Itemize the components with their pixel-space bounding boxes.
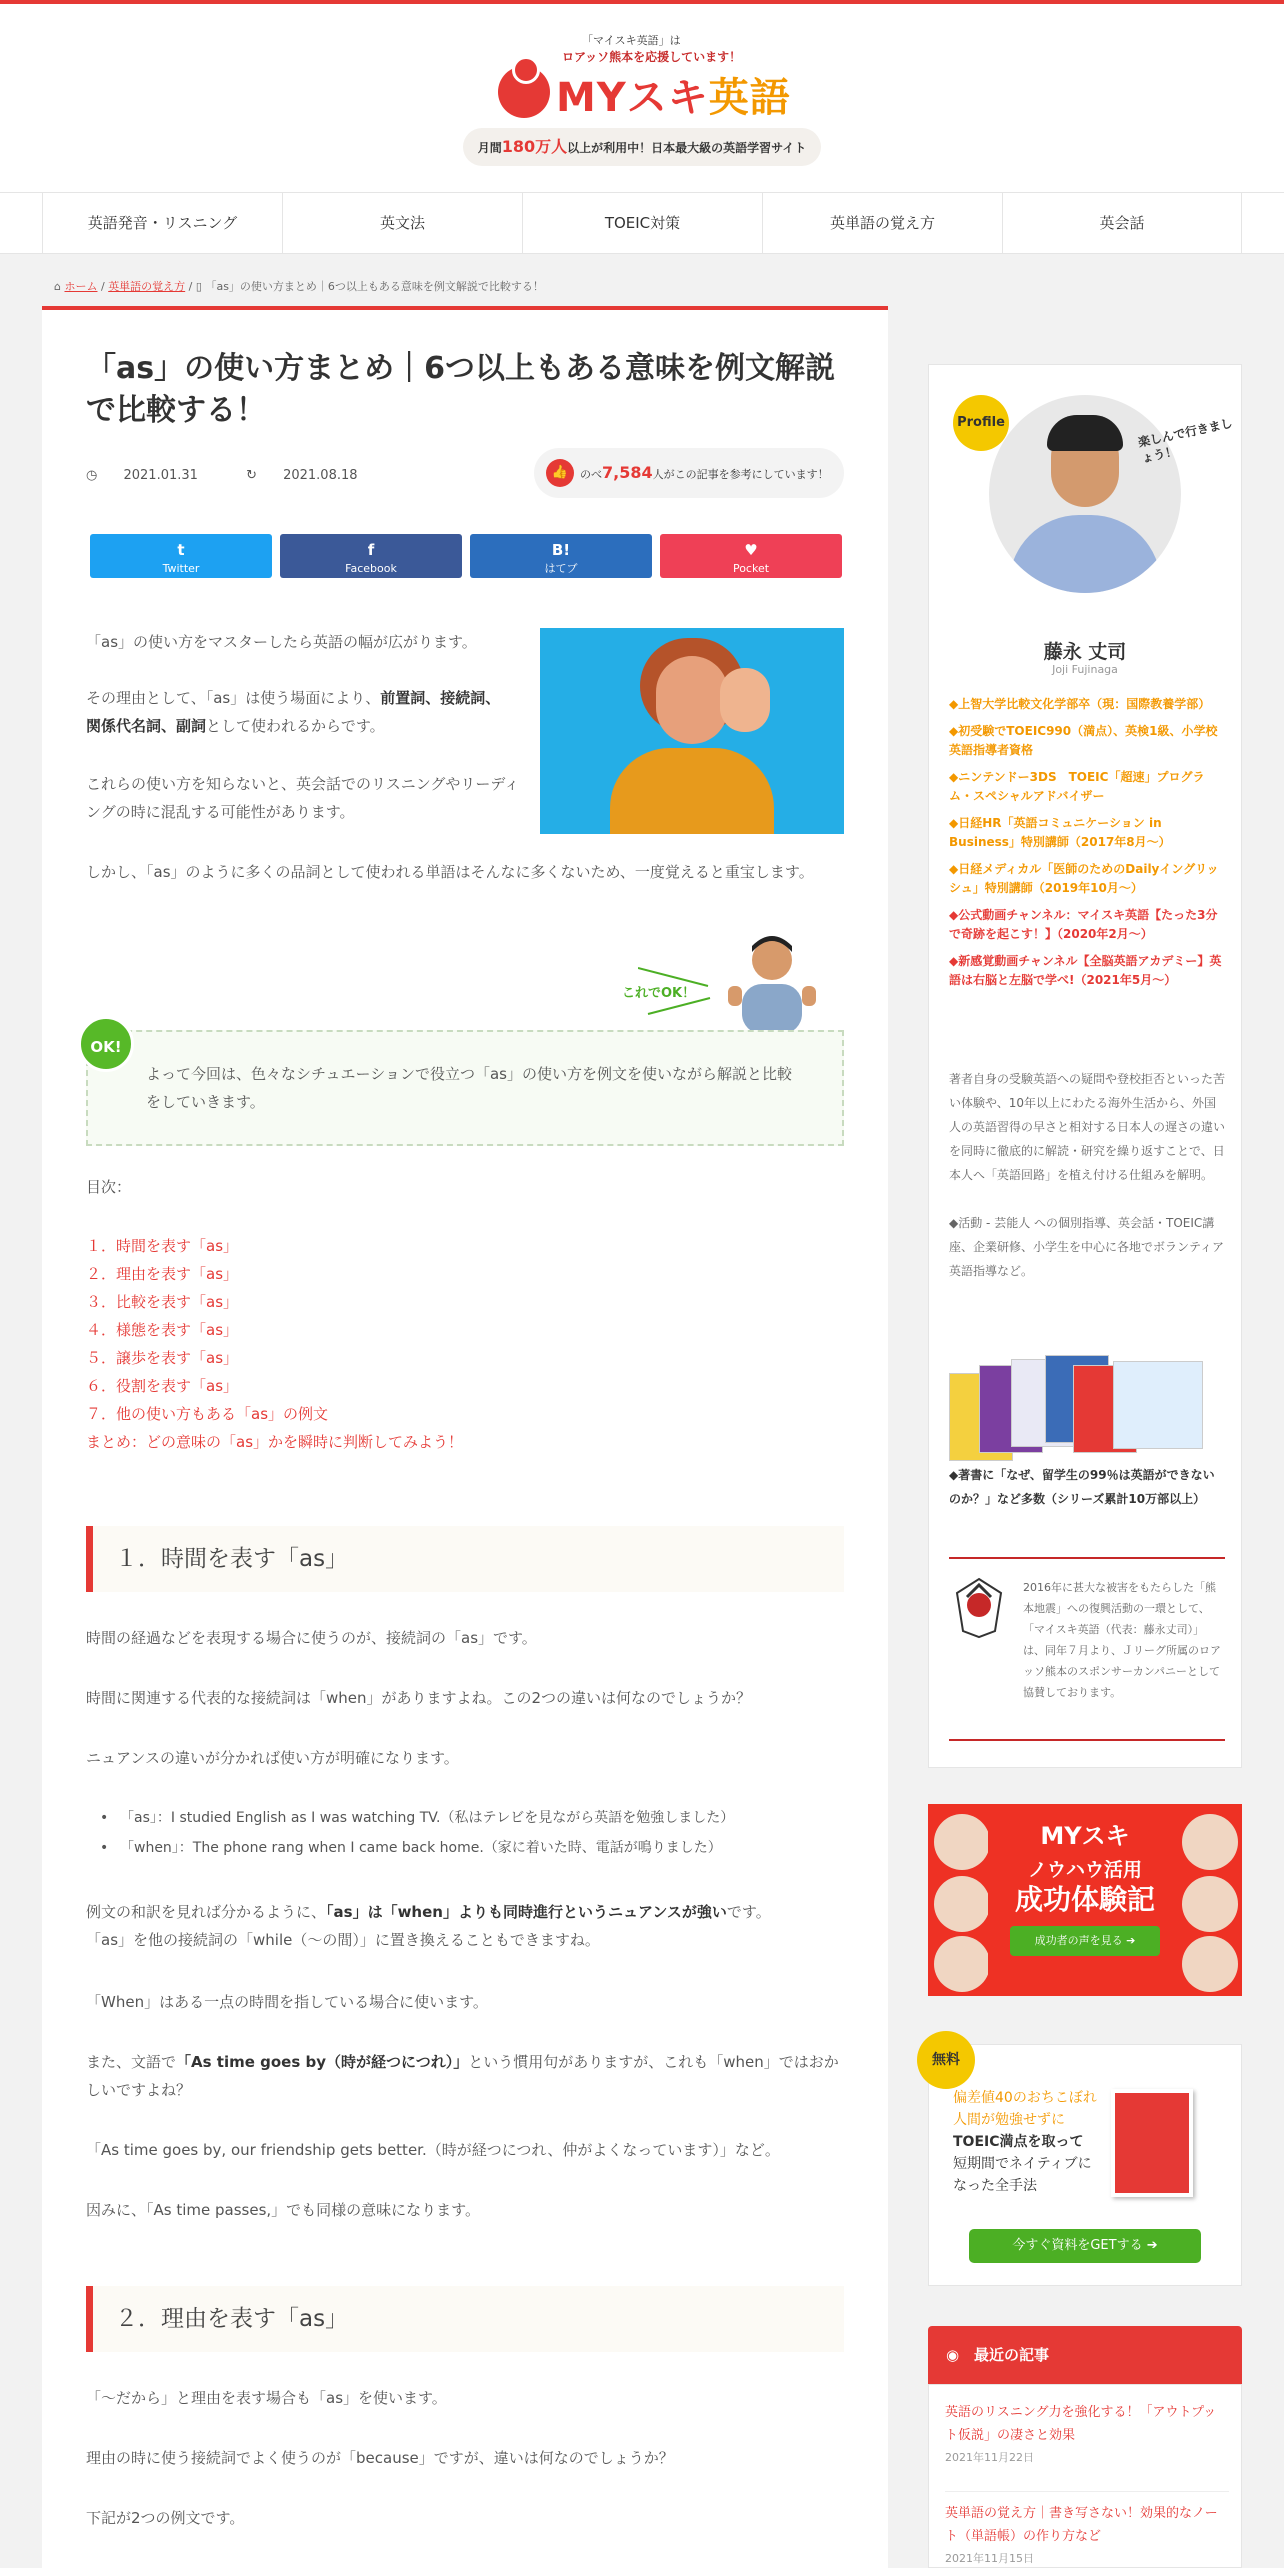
- intro-paragraph-4: しかし、「as」のように多くの品詞として使われる単語はそんなに多くないため、一度覚えると重宝します。: [86, 863, 814, 881]
- twitter-icon: t: [177, 541, 185, 559]
- s1-4b: 「as」は「when」よりも同時進行というニュアンスが強い: [326, 1903, 727, 1921]
- share-twitter-label: Twitter: [162, 562, 200, 575]
- divider: [949, 1739, 1225, 1741]
- book-cover: [1113, 1361, 1203, 1449]
- toc-label: 目次：: [86, 1178, 132, 1196]
- s1-paragraph-8: 因みに、「As time passes,」でも同様の意味になります。: [86, 2201, 480, 2219]
- intro-paragraph-1: 「as」の使い方をマスターしたら英語の幅が広がります。: [86, 633, 477, 651]
- divider: [949, 1557, 1225, 1559]
- list-item[interactable]: [945, 2491, 1229, 2566]
- logo-wordmark-ja: 英語: [708, 75, 791, 121]
- intro-2c: として使われるからです。: [206, 717, 385, 735]
- nav-item-grammar[interactable]: 英文法: [282, 193, 522, 253]
- free-document-image: [1111, 2089, 1193, 2197]
- banner-button[interactable]: 成功者の声を見る ➔: [1010, 1926, 1160, 1956]
- profile-photo: [989, 395, 1181, 593]
- toc-item[interactable]: ７．他の使い方もある「as」の例文: [86, 1405, 329, 1423]
- recent-post-title[interactable]: 英語のリスニング力を強化する！「アウトプット仮説」の凄さと効果: [945, 2405, 1217, 2443]
- s1-paragraph-3: ニュアンスの違いが分かれば使い方が明確になります。: [86, 1749, 459, 1767]
- reader-count-pre: のべ: [580, 468, 602, 481]
- profile-description-2: ◆活動 - 芸能人 への個別指導、英会話・TOEIC講座、企業研修、小学生を中心に各地でボランティア英語指導など。: [949, 1216, 1225, 1278]
- published-date: [86, 468, 220, 483]
- tagline-user-count: 180万人: [501, 137, 568, 156]
- banner-center: [988, 1804, 1182, 1996]
- breadcrumb-home[interactable]: ホーム: [64, 280, 98, 293]
- logo-wordmark-en: MYスキ: [556, 75, 709, 121]
- recent-posts-header: [928, 2326, 1242, 2384]
- hero-sweater: [610, 748, 774, 834]
- toc-item[interactable]: まとめ：どの意味の「as」かを瞬時に判断してみよう！: [86, 1433, 464, 1451]
- updated-date: [246, 468, 379, 483]
- profile-card: [928, 364, 1242, 1768]
- banner-person-photo: [934, 1814, 990, 1870]
- recent-post-date: 2021年11月22日: [945, 2451, 1034, 2464]
- credential-item[interactable]: ◆新感覚動画チャンネル【全脳英語アカデミー】英語は右脳と左脳で学べ!（2021年5月～）: [949, 954, 1222, 987]
- book-caption: ◆著書に「なぜ、留学生の99％は英語ができないのか？」など多数（シリーズ累計10万部以上）: [949, 1468, 1215, 1506]
- breadcrumb-category[interactable]: 英単語の覚え方: [108, 280, 186, 293]
- ok-callout-box: [86, 1030, 844, 1146]
- list-item: • 「as」：I studied English as I was watching TV.（私はテレビを見ながら英語を勉強しました）: [120, 1804, 734, 1832]
- s2-paragraph-3: 下記が2つの例文です。: [86, 2509, 245, 2527]
- banner-person-photo: [934, 1936, 990, 1992]
- toc-item[interactable]: ５．譲歩を表す「as」: [86, 1349, 239, 1367]
- hero-image: [540, 628, 844, 834]
- credential-item: ◆日経メディカル「医師のためのDailyイングリッシュ」特別講師（2019年10月～）: [949, 862, 1219, 895]
- table-of-contents: [86, 1232, 463, 1456]
- free-text-3: 短期間でネイティブになった全手法: [953, 2156, 1092, 2194]
- toc-item[interactable]: １．時間を表す「as」: [86, 1237, 239, 1255]
- s1-6b: 「As time goes by（時が経つにつれ）」: [176, 2053, 469, 2071]
- banner-line-1: ノウハウ活用: [1027, 1859, 1142, 1881]
- profile-credentials: [949, 695, 1225, 998]
- reader-count-post: 人がこの記事を参考にしています！: [652, 468, 829, 481]
- hatena-icon: B!: [551, 541, 571, 559]
- intro-2b: 前置詞、接続詞、関係代名詞、副詞: [86, 689, 501, 735]
- site-header: [0, 4, 1284, 192]
- free-material-box: [928, 2044, 1242, 2286]
- banner-person-photo: [934, 1876, 990, 1932]
- nav-item-pronunciation[interactable]: 英語発音・リスニング: [42, 193, 282, 253]
- credential-item: ◆上智大学比較文化学部卒（現：国際教養学部）: [949, 697, 1211, 711]
- clock-icon: ◷: [86, 468, 102, 483]
- toc-item[interactable]: ６．役割を表す「as」: [86, 1377, 239, 1395]
- free-text-1: 偏差値40のおちこぼれ人間が勉強せずに: [953, 2090, 1097, 2128]
- recent-posts-title: 最近の記事: [974, 2346, 1050, 2364]
- section-heading-2: ２．理由を表す「as」: [86, 2286, 844, 2352]
- free-badge: 無料: [917, 2031, 975, 2089]
- s1-paragraph-7: 「As time goes by, our friendship gets better.（時が経つにつれ、仲がよくなっています）」など。: [86, 2141, 780, 2159]
- s1-4a: 例文の和訳を見れば分かるように、: [86, 1903, 327, 1921]
- ok-badge: OK!: [78, 1016, 134, 1072]
- article-dates: [86, 468, 402, 483]
- profile-description: [949, 1067, 1225, 1283]
- thumbs-up-icon: 👍: [546, 459, 574, 487]
- get-material-button[interactable]: 今すぐ資料をGETする ➔: [969, 2229, 1201, 2263]
- s1-paragraph-2: 時間に関連する代表的な接続詞は「when」がありますよね。この2つの違いは何なのでしょうか？: [86, 1689, 752, 1707]
- s1-paragraph-4: [86, 1898, 844, 1954]
- s2-paragraph-2: 理由の時に使う接続詞でよく使うのが「because」ですが、違いは何なのでしょうか？: [86, 2449, 674, 2467]
- banner-line-2: 成功体験記: [1014, 1883, 1155, 1916]
- recent-post-date: 2021年11月15日: [945, 2552, 1034, 2565]
- s1-4d: 「as」を他の接続詞の「while（～の間）」に置き換えることもできますね。: [86, 1931, 600, 1949]
- credential-item[interactable]: ◆公式動画チャンネル：マイスキ英語【たった3分で奇跡を起こす！】（2020年2月～）: [949, 908, 1218, 941]
- s1-paragraph-1: 時間の経過などを表現する場合に使うのが、接続詞の「as」です。: [86, 1629, 537, 1647]
- hero-hand: [720, 668, 770, 732]
- s1-4c: です。: [726, 1903, 771, 1921]
- share-hatena-label: はてブ: [544, 562, 578, 575]
- article-title: 「as」の使い方まとめ｜6つ以上もある意味を例文解説で比較する！: [86, 351, 835, 428]
- rss-icon: ◉: [946, 2346, 960, 2364]
- credential-item: ◆日経HR「英語コミュニケーション in Business」特別講師（2017年8月～）: [949, 816, 1171, 849]
- refresh-icon: ↻: [246, 468, 262, 483]
- share-facebook-label: Facebook: [345, 562, 397, 575]
- banner-person-photo: [1182, 1876, 1238, 1932]
- hero-face: [656, 656, 728, 744]
- s2-paragraph-1: 「～だから」と理由を表す場合も「as」を使います。: [86, 2389, 447, 2407]
- home-icon: ⌂: [54, 280, 65, 293]
- published-date-value: 2021.01.31: [123, 468, 198, 483]
- kumamoto-support-text: 2016年に甚大な被害をもたらした「熊本地震」への復興活動の一環として、「マイスキ英語（代表：藤永丈司）」は、同年７月より、Ｊリーグ所属のロアッソ熊本のスポンサーカンパニーとして協賛しております。: [1023, 1581, 1221, 1699]
- recent-posts-list: [928, 2384, 1242, 2568]
- list-item[interactable]: [945, 2401, 1229, 2465]
- document-icon: ▯: [195, 280, 206, 293]
- nav-item-conversation[interactable]: 英会話: [1002, 193, 1242, 253]
- intro-2a: その理由として、「as」は使う場面により、: [86, 689, 381, 707]
- profile-hair: [1047, 415, 1123, 451]
- nav-item-vocabulary[interactable]: 英単語の覚え方: [762, 193, 1002, 253]
- reader-count-number: 7,584: [602, 463, 653, 482]
- tagline-post: 以上が利用中！日本最大級の英語学習サイト: [567, 141, 807, 155]
- breadcrumb-current: 「as」の使い方まとめ｜6つ以上もある意味を例文解説で比較する！: [205, 280, 544, 293]
- ok-callout-text: よって今回は、色々なシチュエーションで役立つ「as」の使い方を例文を使いながら解説と比較をしていきます。: [146, 1065, 792, 1111]
- logo-mark-icon: [498, 66, 550, 118]
- s1-6a: また、文語で: [86, 2053, 177, 2071]
- list-item: • 「when」：The phone rang when I came back home.（家に着いた時、電話が鳴りました）: [120, 1834, 722, 1862]
- s1-paragraph-6: [86, 2048, 844, 2104]
- credential-item: ◆ニンテンドー3DS TOEIC「超速」プログラム・スペシャルアドバイザー: [949, 770, 1205, 803]
- intro-paragraph-3: これらの使い方を知らないと、英会話でのリスニングやリーディングの時に混乱する可能性があります。: [86, 775, 520, 821]
- logo-tagline-top: 「マイスキ英語」は: [582, 34, 681, 47]
- profile-greeting: 楽しんで行きましょう！: [1136, 415, 1234, 465]
- site-tagline: [463, 128, 821, 166]
- s1-paragraph-5: 「When」はある一点の時間を指している場合に使います。: [86, 1993, 488, 2011]
- banner-logo: MYスキ: [1040, 1822, 1130, 1850]
- profile-name-roman: Joji Fujinaga: [1052, 663, 1118, 676]
- banner-person-photo: [1182, 1814, 1238, 1870]
- share-pocket-label: Pocket: [732, 562, 770, 575]
- toc-item[interactable]: ２．理由を表す「as」: [86, 1265, 239, 1283]
- intro-paragraph-2: [86, 684, 506, 740]
- global-nav: [0, 192, 1284, 254]
- nav-item-toeic[interactable]: TOEIC対策: [522, 193, 762, 253]
- banner-person-photo: [1182, 1936, 1238, 1992]
- toc-item[interactable]: ３．比較を表す「as」: [86, 1293, 239, 1311]
- credential-item: ◆初受験でTOEIC990（満点）、英検1級、小学校英語指導者資格: [949, 724, 1218, 757]
- roasso-kumamoto-logo: [949, 1575, 1009, 1639]
- ok-label: これでOK！: [622, 986, 696, 1001]
- free-text-2: TOEIC満点を取って: [953, 2134, 1084, 2150]
- logo-wordmark: [556, 66, 791, 123]
- recent-post-title[interactable]: 英単語の覚え方｜書き写さない！効果的なノート（単語帳）の作り方など: [945, 2506, 1218, 2544]
- profile-shirt: [1009, 515, 1161, 593]
- updated-date-value: 2021.08.18: [283, 468, 358, 483]
- ok-guy-illustration: [722, 924, 822, 1034]
- site-logo[interactable]: [492, 26, 792, 126]
- toc-item[interactable]: ４．様態を表す「as」: [86, 1321, 239, 1339]
- share-facebook-button[interactable]: [280, 534, 462, 578]
- s1-6c: という慣用句がありますが、これも「when」ではおかしいですよね？: [86, 2053, 839, 2099]
- tagline-pre: 月間: [477, 141, 502, 155]
- section-heading-1: １．時間を表す「as」: [86, 1526, 844, 1592]
- article-main: [42, 306, 888, 2568]
- profile-badge: Profile: [953, 395, 1009, 451]
- share-hatena-button[interactable]: [470, 534, 652, 578]
- logo-tagline-roasso: ロアッソ熊本を応援しています！: [562, 50, 742, 64]
- reader-count: [534, 448, 844, 498]
- share-twitter-button[interactable]: [90, 534, 272, 578]
- breadcrumb: ⌂ ホーム / 英単語の覚え方 / ▯ 「as」の使い方まとめ｜6つ以上もある意味を例文解説で比較する！: [54, 280, 544, 293]
- success-stories-banner[interactable]: [928, 1804, 1242, 1996]
- pocket-icon: ♥: [744, 541, 758, 559]
- facebook-icon: f: [367, 541, 375, 559]
- share-pocket-button[interactable]: [660, 534, 842, 578]
- books-image: [949, 1355, 1225, 1455]
- profile-description-1: 著者自身の受験英語への疑問や登校拒否といった苦い体験や、10年以上にわたる海外生活から、外国人の英語習得の早さと相対する日本人の遅さの違いを同時に徹底的に解読・研究を繰り返すことで、日本人へ「英語回路」を植え付ける仕組みを解明。: [949, 1072, 1226, 1182]
- profile-name: 藤永 丈司: [1043, 641, 1127, 663]
